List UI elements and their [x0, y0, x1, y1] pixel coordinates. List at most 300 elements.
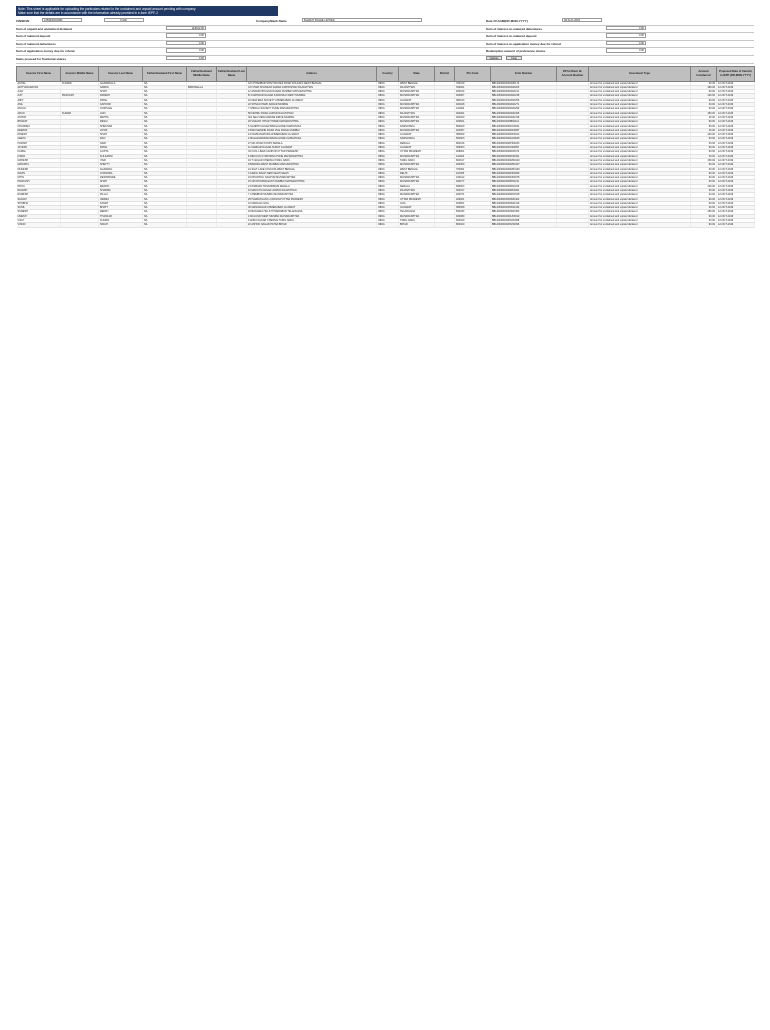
table-cell[interactable]: 25 HAZRATGANJ LUCKNOW UTTAR PRADESH: [247, 197, 377, 201]
table-cell[interactable]: RAO: [99, 137, 143, 141]
table-cell[interactable]: 682016: [455, 141, 491, 145]
table-cell[interactable]: NA: [143, 154, 187, 158]
table-cell[interactable]: INDIA: [377, 171, 399, 175]
table-cell[interactable]: 12-OCT-2019: [717, 180, 755, 184]
table-cell[interactable]: GUPTA: [99, 150, 143, 154]
table-cell[interactable]: 600040: [455, 219, 491, 223]
table-cell[interactable]: Amount for unclaimed and unpaid dividend: [589, 193, 691, 197]
table-cell[interactable]: VIJAY: [17, 219, 61, 223]
table-cell[interactable]: BBL0000000000M00120: [491, 158, 557, 162]
table-cell[interactable]: NA: [143, 167, 187, 171]
table-cell[interactable]: 12 ANANDI BHUVAN DADAR MUMBAI MAHARASHTRA: [247, 90, 377, 94]
table-cell[interactable]: 30 MANINAGAR AHMEDABAD GUJARAT: [247, 206, 377, 210]
table-cell[interactable]: GUJARAT: [399, 98, 435, 102]
table-cell[interactable]: DINESH: [17, 133, 61, 137]
table-cell[interactable]: MUKESH: [17, 167, 61, 171]
table-cell[interactable]: INDIA: [377, 111, 399, 115]
table-cell[interactable]: INDIA: [377, 107, 399, 111]
table-cell[interactable]: BBL0000000000C00041: [491, 124, 557, 128]
summary-right-field[interactable]: 0.00: [606, 48, 646, 52]
table-cell[interactable]: AGARWALLA: [99, 81, 143, 85]
table-cell[interactable]: NA: [143, 94, 187, 98]
table-cell[interactable]: Amount for unclaimed and unpaid dividend: [589, 128, 691, 132]
agm-date-field[interactable]: 08-AUG-2018: [562, 18, 602, 22]
table-cell[interactable]: SHAH: [99, 180, 143, 184]
table-cell[interactable]: BBL0000000000S00450: [491, 210, 557, 214]
table-cell[interactable]: IYER: [99, 158, 143, 162]
table-cell[interactable]: 12-OCT-2019: [717, 154, 755, 158]
table-cell[interactable]: NA: [143, 193, 187, 197]
table-cell[interactable]: AJIT: [17, 94, 61, 98]
table-cell[interactable]: MAHARASHTRA: [399, 128, 435, 132]
table-cell[interactable]: VERMA: [99, 197, 143, 201]
table-cell[interactable]: Amount for unclaimed and unpaid dividend: [589, 103, 691, 107]
table-cell[interactable]: Amount for unclaimed and unpaid dividend: [589, 180, 691, 184]
table-cell[interactable]: DESHPANDE: [99, 176, 143, 180]
table-cell[interactable]: 15 GHATKOPAR EAST MUMBAI MAHARASHTRA: [247, 180, 377, 184]
prefill-button[interactable]: Prefill: [104, 18, 144, 22]
table-cell[interactable]: 60.00: [691, 107, 717, 111]
table-cell[interactable]: 30.00: [691, 219, 717, 223]
table-cell[interactable]: BBL0000000000N00078: [491, 176, 557, 180]
clear-button[interactable]: Clear: [506, 56, 522, 60]
table-cell[interactable]: NA: [143, 111, 187, 115]
table-cell[interactable]: 60.00: [691, 188, 717, 192]
table-cell[interactable]: 332001: [455, 85, 491, 89]
table-cell[interactable]: MAHESH: [17, 158, 61, 162]
table-cell[interactable]: 3 KAROL BAGH NEW DELHI DELHI: [247, 171, 377, 175]
table-cell[interactable]: UTTAR PRADESH: [399, 197, 435, 201]
table-cell[interactable]: KARNATAKA: [399, 124, 435, 128]
table-cell[interactable]: 12-OCT-2019: [717, 137, 755, 141]
table-cell[interactable]: INDIA: [377, 133, 399, 137]
table-cell[interactable]: BBL0000000000J00058: [491, 146, 557, 150]
table-cell[interactable]: BBL0000000000D00087: [491, 128, 557, 132]
summary-right-field[interactable]: 0.00: [606, 33, 646, 37]
table-cell[interactable]: ARUN: [17, 111, 61, 115]
table-cell[interactable]: 12-OCT-2019: [717, 219, 755, 223]
table-cell[interactable]: NA: [143, 158, 187, 162]
table-cell[interactable]: 120.00: [691, 184, 717, 188]
table-cell[interactable]: WEST BENGAL: [399, 81, 435, 85]
table-cell[interactable]: BBL0000000000S00419: [491, 201, 557, 205]
table-cell[interactable]: 395003: [455, 146, 491, 150]
table-cell[interactable]: JOSHI: [99, 128, 143, 132]
table-cell[interactable]: NA: [143, 107, 187, 111]
table-cell[interactable]: INDIA: [377, 193, 399, 197]
table-cell[interactable]: Amount for unclaimed and unpaid dividend: [589, 154, 691, 158]
table-cell[interactable]: MAHARASHTRA: [399, 103, 435, 107]
table-cell[interactable]: 7 CHEMBUR MUMBAI MAHARASHTRA: [247, 193, 377, 197]
table-cell[interactable]: INDIA: [377, 124, 399, 128]
table-cell[interactable]: Amount for unclaimed and unpaid dividend: [589, 219, 691, 223]
table-cell[interactable]: SHETTY: [99, 163, 143, 167]
table-cell[interactable]: 400071: [455, 193, 491, 197]
table-cell[interactable]: BIHAR: [399, 223, 435, 227]
table-cell[interactable]: 44 DHANTOLI NAGPUR MAHARASHTRA: [247, 176, 377, 180]
table-cell[interactable]: 12-OCT-2019: [717, 176, 755, 180]
table-cell[interactable]: KUMAR: [61, 111, 99, 115]
table-cell[interactable]: 560009: [455, 124, 491, 128]
table-cell[interactable]: 12-OCT-2019: [717, 163, 755, 167]
table-cell[interactable]: 22 SHIVAJI PARK DADAR MUMBAI: [247, 103, 377, 107]
table-cell[interactable]: NA: [143, 120, 187, 124]
table-cell[interactable]: INDIA: [377, 141, 399, 145]
table-cell[interactable]: THAKKAR: [99, 214, 143, 218]
table-cell[interactable]: MAHARASHTRA: [399, 90, 435, 94]
table-cell[interactable]: 700091: [455, 167, 491, 171]
table-cell[interactable]: BHATT: [99, 206, 143, 210]
table-cell[interactable]: 12-OCT-2019: [717, 128, 755, 132]
table-cell[interactable]: Amount for unclaimed and unpaid dividend: [589, 184, 691, 188]
table-cell[interactable]: 12 MARGAO GOA: [247, 201, 377, 205]
table-cell[interactable]: 12-OCT-2019: [717, 111, 755, 115]
table-cell[interactable]: 14 NAVRANGPURA AHMEDABAD GUJARAT: [247, 133, 377, 137]
table-cell[interactable]: NA: [143, 146, 187, 150]
table-cell[interactable]: PILLAI: [99, 193, 143, 197]
table-cell[interactable]: INDIA: [377, 210, 399, 214]
table-cell[interactable]: 400050: [455, 163, 491, 167]
table-cell[interactable]: MAHARASHTRA: [399, 120, 435, 124]
table-cell[interactable]: Amount for unclaimed and unpaid dividend: [589, 206, 691, 210]
table-cell[interactable]: KULKARNI: [99, 154, 143, 158]
table-cell[interactable]: INDIA: [377, 146, 399, 150]
table-cell[interactable]: NA: [143, 141, 187, 145]
table-cell[interactable]: 800020: [455, 223, 491, 227]
table-cell[interactable]: NA: [143, 115, 187, 119]
table-cell[interactable]: 400077: [455, 180, 491, 184]
table-cell[interactable]: NA: [143, 201, 187, 205]
table-cell[interactable]: Amount for unclaimed and unpaid dividend: [589, 188, 691, 192]
table-cell[interactable]: Amount for unclaimed and unpaid dividend: [589, 214, 691, 218]
table-cell[interactable]: BHARAT: [17, 120, 61, 124]
table-cell[interactable]: NA: [143, 184, 187, 188]
table-cell[interactable]: Amount for unclaimed and unpaid dividend: [589, 115, 691, 119]
table-cell[interactable]: 110005: [455, 171, 491, 175]
table-cell[interactable]: 12-OCT-2019: [717, 150, 755, 154]
table-cell[interactable]: Amount for unclaimed and unpaid dividend: [589, 133, 691, 137]
table-cell[interactable]: PATEL: [99, 146, 143, 150]
table-cell[interactable]: C/O HARI SHANKAR SARDA GOPIKISHAN RAJASTHAN: [247, 85, 377, 89]
table-cell[interactable]: BBL0000000000P00226: [491, 184, 557, 188]
table-cell[interactable]: KAMAL: [17, 150, 61, 154]
table-cell[interactable]: INDIA: [377, 176, 399, 180]
table-cell[interactable]: KUMARI: [61, 81, 99, 85]
table-cell[interactable]: KERALA: [399, 184, 435, 188]
table-cell[interactable]: Amount for unclaimed and unpaid dividend: [589, 223, 691, 227]
table-cell[interactable]: INDIA: [377, 180, 399, 184]
table-cell[interactable]: MAHARASHTRA: [399, 94, 435, 98]
table-cell[interactable]: MAHARASHTRA: [399, 193, 435, 197]
table-cell[interactable]: 695003: [455, 184, 491, 188]
table-cell[interactable]: BBL0000000000V00088: [491, 219, 557, 223]
table-cell[interactable]: RAJASTHAN: [399, 111, 435, 115]
table-cell[interactable]: BBL0000000000R00318: [491, 193, 557, 197]
table-cell[interactable]: INDIA: [377, 115, 399, 119]
table-cell[interactable]: 5 GANDHI NAGAR BANGALORE KARNATAKA: [247, 124, 377, 128]
table-cell[interactable]: Amount for unclaimed and unpaid dividend: [589, 146, 691, 150]
table-cell[interactable]: 9 ANNA NAGAR CHENNAI TAMIL NADU: [247, 219, 377, 223]
table-cell[interactable]: INDIA: [377, 184, 399, 188]
table-cell[interactable]: 12-OCT-2019: [717, 133, 755, 137]
table-cell[interactable]: RAJASTHAN: [399, 188, 435, 192]
table-cell[interactable]: 12-OCT-2019: [717, 167, 755, 171]
table-cell[interactable]: KUMAR: [99, 219, 143, 223]
table-cell[interactable]: 30.00: [691, 81, 717, 85]
table-cell[interactable]: KARNATAKA: [399, 137, 435, 141]
table-cell[interactable]: UTTAR PRADESH: [399, 150, 435, 154]
table-cell[interactable]: GEETA: [17, 137, 61, 141]
table-cell[interactable]: BBL0000000000A00238: [491, 94, 557, 98]
table-cell[interactable]: DESAI: [99, 120, 143, 124]
table-cell[interactable]: BBL0000000000A00256: [491, 98, 557, 102]
table-cell[interactable]: PATEL: [99, 98, 143, 102]
table-cell[interactable]: 12-OCT-2019: [717, 201, 755, 205]
table-cell[interactable]: SHAH: [99, 90, 143, 94]
table-cell[interactable]: 12-OCT-2019: [717, 103, 755, 107]
table-cell[interactable]: PRIYA: [17, 184, 61, 188]
table-cell[interactable]: MAHARASHTRA: [399, 176, 435, 180]
table-cell[interactable]: 21 SALT LAKE KOLKATA WEST BENGAL: [247, 167, 377, 171]
table-cell[interactable]: MAHARASHTRA: [399, 214, 435, 218]
table-cell[interactable]: SHEKHAR: [99, 124, 143, 128]
summary-left-field[interactable]: 0.00: [166, 56, 206, 60]
table-cell[interactable]: BBL0000000000P00211: [491, 180, 557, 184]
table-cell[interactable]: RAMESH: [17, 193, 61, 197]
table-cell[interactable]: NA: [143, 210, 187, 214]
table-cell[interactable]: GOKHALE: [99, 107, 143, 111]
table-cell[interactable]: INDIA: [377, 206, 399, 210]
table-cell[interactable]: RAJESH: [17, 188, 61, 192]
table-cell[interactable]: 411004: [455, 107, 491, 111]
table-cell[interactable]: NA: [143, 171, 187, 175]
table-cell[interactable]: [557, 223, 589, 227]
table-cell[interactable]: 400057: [455, 128, 491, 132]
table-cell[interactable]: Amount for unclaimed and unpaid dividend: [589, 81, 691, 85]
table-cell[interactable]: NA: [143, 133, 187, 137]
table-cell[interactable]: SANJAY: [17, 197, 61, 201]
table-cell[interactable]: NITIN: [17, 176, 61, 180]
table-cell[interactable]: KAPOOR: [99, 103, 143, 107]
table-cell[interactable]: 600017: [455, 158, 491, 162]
table-cell[interactable]: SHAH: [99, 133, 143, 137]
table-cell[interactable]: NA: [143, 103, 187, 107]
table-cell[interactable]: BBL0000000000A00203: [491, 85, 557, 89]
table-cell[interactable]: 60.00: [691, 90, 717, 94]
table-cell[interactable]: AMIT: [17, 98, 61, 102]
table-cell[interactable]: JAIN: [99, 111, 143, 115]
table-cell[interactable]: KAMAT: [99, 201, 143, 205]
table-cell[interactable]: 180.00: [691, 85, 717, 89]
table-cell[interactable]: 30.00: [691, 154, 717, 158]
table-cell[interactable]: NA: [143, 214, 187, 218]
table-cell[interactable]: 90.00: [691, 146, 717, 150]
table-cell[interactable]: 12-OCT-2019: [717, 81, 755, 85]
table-cell[interactable]: INDIA: [377, 81, 399, 85]
table-cell[interactable]: INDIA: [377, 98, 399, 102]
table-cell[interactable]: NA: [143, 180, 187, 184]
table-cell[interactable]: 19 T NAGAR CHENNAI TAMIL NADU: [247, 158, 377, 162]
table-cell[interactable]: NA: [143, 163, 187, 167]
table-cell[interactable]: 400067: [455, 94, 491, 98]
table-cell[interactable]: 30.00: [691, 206, 717, 210]
table-cell[interactable]: 22 ASHOK NAGAR PATNA BIHAR: [247, 223, 377, 227]
table-cell[interactable]: TELANGANA: [399, 210, 435, 214]
table-cell[interactable]: 60.00: [691, 137, 717, 141]
table-cell[interactable]: Amount for unclaimed and unpaid dividend: [589, 150, 691, 154]
table-cell[interactable]: Amount for unclaimed and unpaid dividend: [589, 137, 691, 141]
table-cell[interactable]: MAHARASHTRA: [399, 154, 435, 158]
table-cell[interactable]: WEST BENGAL: [399, 167, 435, 171]
table-cell[interactable]: BBL0000000000G00025: [491, 137, 557, 141]
table-cell[interactable]: 9 RAM MANDIR ROAD VILE PARLE MUMBAI: [247, 128, 377, 132]
validate-button[interactable]: Validate: [486, 56, 502, 60]
table-cell[interactable]: MAHARASHTRA: [399, 107, 435, 111]
table-cell[interactable]: NA: [143, 176, 187, 180]
table-cell[interactable]: 12-OCT-2019: [717, 214, 755, 218]
table-cell[interactable]: CHANDRA: [99, 171, 143, 175]
table-cell[interactable]: BBL0000000000H00033: [491, 141, 557, 145]
table-cell[interactable]: 380008: [455, 206, 491, 210]
table-cell[interactable]: 60.00: [691, 201, 717, 205]
table-cell[interactable]: BBL0000000000A00211: [491, 90, 557, 94]
table-cell[interactable]: 12-OCT-2019: [717, 85, 755, 89]
table-cell[interactable]: 4 MALLESWARAM BANGALORE KARNATAKA: [247, 137, 377, 141]
table-cell[interactable]: 10 MALVIYA NAGAR JAIPUR RAJASTHAN: [247, 188, 377, 192]
table-cell[interactable]: INDIA: [377, 94, 399, 98]
table-cell[interactable]: 60.00: [691, 150, 717, 154]
summary-right-field[interactable]: 0.00: [606, 26, 646, 30]
table-cell[interactable]: BBL0000000000D00102: [491, 133, 557, 137]
table-cell[interactable]: MANISHA: [17, 163, 61, 167]
table-cell[interactable]: 400601: [455, 120, 491, 124]
table-cell[interactable]: Amount for unclaimed and unpaid dividend: [589, 111, 691, 115]
table-cell[interactable]: BBL0000000000R00301: [491, 188, 557, 192]
table-cell[interactable]: Amount for unclaimed and unpaid dividend: [589, 85, 691, 89]
table-cell[interactable]: BBL0000000000A00290: [491, 107, 557, 111]
table-cell[interactable]: MAHARASHTRA: [399, 115, 435, 119]
table-cell[interactable]: 120.00: [691, 133, 717, 137]
table-cell[interactable]: BBL0000000000S00433: [491, 206, 557, 210]
table-cell[interactable]: NA: [143, 223, 187, 227]
table-cell[interactable]: BBL0000000000K00091: [491, 154, 557, 158]
table-cell[interactable]: 400014: [455, 90, 491, 94]
table-cell[interactable]: 12-OCT-2019: [717, 171, 755, 175]
table-cell[interactable]: BBL0000000000A00318: [491, 115, 557, 119]
table-cell[interactable]: 60.00: [691, 176, 717, 180]
table-cell[interactable]: 12-OCT-2019: [717, 98, 755, 102]
table-cell[interactable]: HARISH: [17, 141, 61, 145]
table-cell[interactable]: DELHI: [399, 171, 435, 175]
table-cell[interactable]: ADITYANARAYAN: [17, 85, 61, 89]
table-cell[interactable]: 12-OCT-2019: [717, 141, 755, 145]
table-cell[interactable]: CHANDRA: [17, 124, 61, 128]
table-cell[interactable]: 60.00: [691, 214, 717, 218]
table-cell[interactable]: ANIL: [17, 103, 61, 107]
company-field[interactable]: BHARAT BIJLEE LIMITED: [302, 18, 422, 22]
table-cell[interactable]: 30.00: [691, 180, 717, 184]
table-cell[interactable]: Amount for unclaimed and unpaid dividend: [589, 158, 691, 162]
table-cell[interactable]: BBL0000000000A00174: [491, 81, 557, 85]
table-cell[interactable]: REDDY: [99, 210, 143, 214]
table-cell[interactable]: 411004: [455, 154, 491, 158]
table-cell[interactable]: PRAKASH: [17, 180, 61, 184]
table-cell[interactable]: Amount for unclaimed and unpaid dividend: [589, 94, 691, 98]
table-cell[interactable]: 12-OCT-2019: [717, 120, 755, 124]
table-cell[interactable]: 700019: [455, 81, 491, 85]
table-cell[interactable]: INDIA: [377, 120, 399, 124]
summary-left-field[interactable]: 0.00: [166, 41, 206, 45]
table-cell[interactable]: MAHARASHTRA: [399, 180, 435, 184]
table-cell[interactable]: PRAKASH: [61, 94, 99, 98]
table-cell[interactable]: NA: [143, 188, 187, 192]
table-cell[interactable]: BBL0000000000A00305: [491, 111, 557, 115]
table-cell[interactable]: 30.00: [691, 128, 717, 132]
table-cell[interactable]: PAREKH: [99, 94, 143, 98]
table-cell[interactable]: 90.00: [691, 223, 717, 227]
table-cell[interactable]: [217, 223, 247, 227]
table-cell[interactable]: NA: [143, 206, 187, 210]
table-cell[interactable]: 12-OCT-2019: [717, 107, 755, 111]
table-cell[interactable]: Amount for unclaimed and unpaid dividend: [589, 171, 691, 175]
table-cell[interactable]: 27 MG ROAD KOCHI KERALA: [247, 141, 377, 145]
table-cell[interactable]: 560003: [455, 137, 491, 141]
table-cell[interactable]: BBL0000000000V00096: [491, 223, 557, 227]
table-cell[interactable]: 12-OCT-2019: [717, 197, 755, 201]
table-cell[interactable]: Amount for unclaimed and unpaid dividend: [589, 201, 691, 205]
table-cell[interactable]: 7 SHIRALI SOCIETY PUNE MAHARASHTRA: [247, 107, 377, 111]
table-cell[interactable]: UMESH: [17, 214, 61, 218]
table-cell[interactable]: [187, 223, 217, 227]
table-cell[interactable]: 400028: [455, 103, 491, 107]
table-cell[interactable]: AJAY: [17, 90, 61, 94]
table-cell[interactable]: 2 KOWDIAR TRIVANDRUM KERALA: [247, 184, 377, 188]
table-cell[interactable]: 403601: [455, 201, 491, 205]
table-cell[interactable]: KIRAN: [17, 154, 61, 158]
table-cell[interactable]: DEEPAK: [17, 128, 61, 132]
table-cell[interactable]: BBL0000000000K00074: [491, 150, 557, 154]
table-cell[interactable]: 380013: [455, 98, 491, 102]
table-cell[interactable]: TAMIL NADU: [399, 219, 435, 223]
table-cell[interactable]: 12-OCT-2019: [717, 223, 755, 227]
table-cell[interactable]: 301 SEA VIEW MARINE DRIVE MUMBAI: [247, 115, 377, 119]
table-cell[interactable]: Amount for unclaimed and unpaid dividend: [589, 176, 691, 180]
table-cell[interactable]: Amount for unclaimed and unpaid dividend: [589, 124, 691, 128]
table-cell[interactable]: INDIA: [377, 214, 399, 218]
table-cell[interactable]: 90.00: [691, 197, 717, 201]
table-cell[interactable]: 12-OCT-2019: [717, 146, 755, 150]
table-cell[interactable]: BBL0000000000B00112: [491, 120, 557, 124]
table-cell[interactable]: 12-OCT-2019: [717, 210, 755, 214]
table-cell[interactable]: SHARMA: [99, 188, 143, 192]
table-cell[interactable]: 226001: [455, 197, 491, 201]
table-cell[interactable]: 12-OCT-2019: [717, 206, 755, 210]
summary-left-field[interactable]: 0.00: [166, 33, 206, 37]
table-cell[interactable]: INDIA: [377, 197, 399, 201]
table-cell[interactable]: 150.00: [691, 210, 717, 214]
table-cell[interactable]: 440012: [455, 176, 491, 180]
table-cell[interactable]: INDIA: [377, 167, 399, 171]
table-cell[interactable]: NA: [143, 81, 187, 85]
table-cell[interactable]: KERALA: [399, 141, 435, 145]
table-cell[interactable]: Amount for unclaimed and unpaid dividend: [589, 197, 691, 201]
table-cell[interactable]: GUJARAT: [399, 146, 435, 150]
table-cell[interactable]: 90.00: [691, 120, 717, 124]
table-cell[interactable]: SHOBHA: [17, 201, 61, 205]
table-cell[interactable]: INDIA: [377, 223, 399, 227]
table-cell[interactable]: INDIA: [377, 103, 399, 107]
table-cell[interactable]: 60.00: [691, 124, 717, 128]
